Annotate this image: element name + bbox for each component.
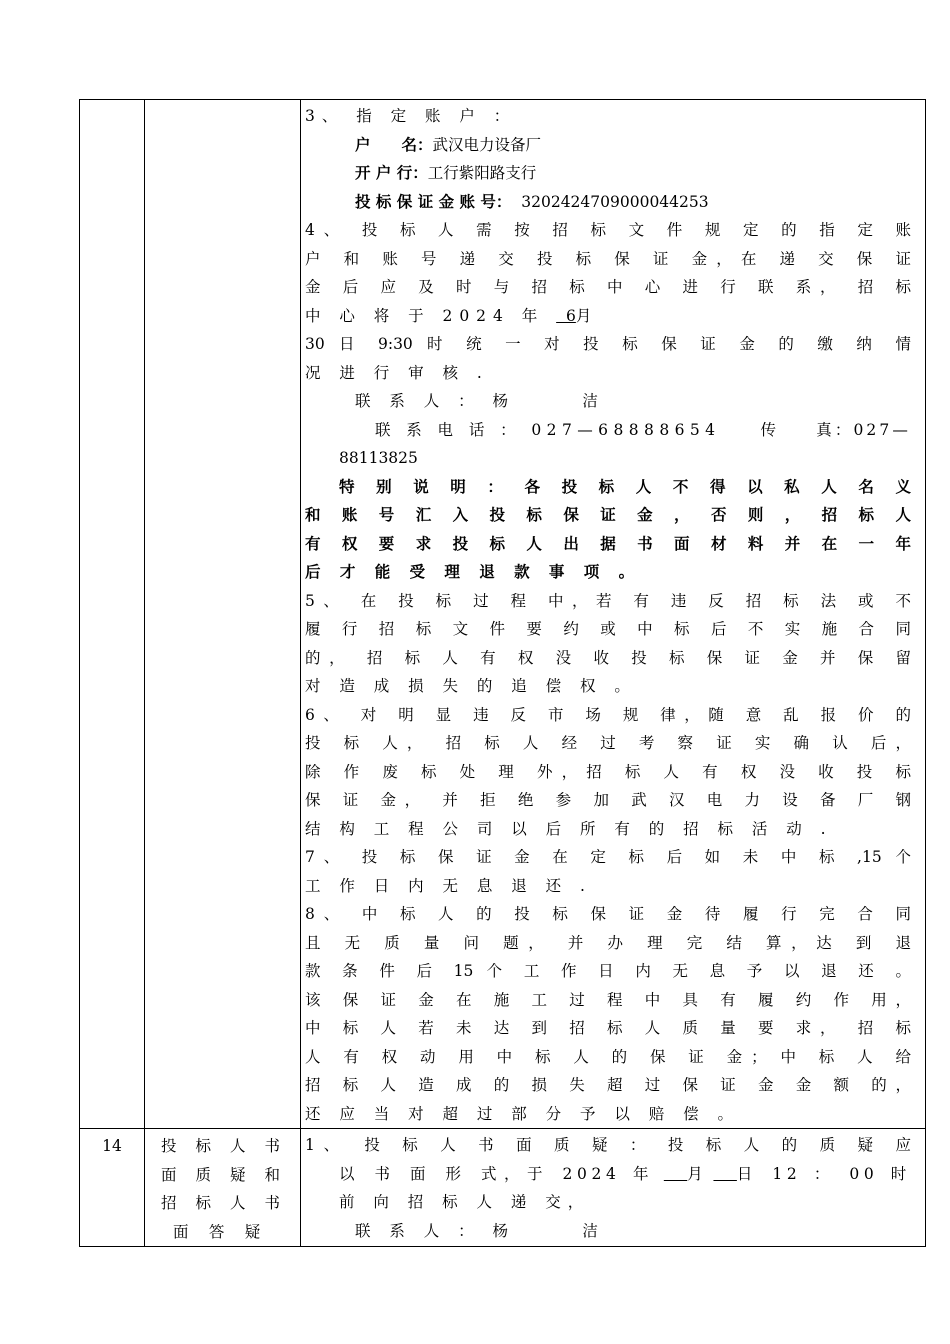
clause-5-line: 履 行 招 标 文 件 要 约 或 中 标 后 不 实 施 合 同 — [305, 620, 911, 638]
clause-6-line: 6、 对 明 显 违 反 市 场 规 律，随 意 乱 报 价 的 — [305, 705, 911, 724]
content-cell — [301, 1129, 926, 1247]
clause-5-line: 的， 招 标 人 有 权 没 收 投 标 保 证 金 并 保 留 — [305, 648, 911, 667]
clause-4-line: 况 进 行 审 核 . — [305, 363, 489, 382]
clause-6-line: 除 作 废 标 处 理 外，招 标 人 有 权 没 收 投 标 — [305, 762, 911, 781]
fax-number: 88113825 — [339, 449, 418, 467]
clause-8-line: 人 有 权 动 用 中 标 人 的 保 证 金； 中 标 人 给 — [305, 1047, 911, 1066]
clause-5-line: 5、 在 投 标 过 程 中，若 有 违 反 招 标 法 或 不 — [305, 591, 911, 610]
contact-person: 联 系 人 ： 杨 洁 — [355, 1221, 605, 1240]
clause-8-line: 该 保 证 金 在 施 工 过 程 中 具 有 履 约 作 用， — [305, 990, 911, 1009]
clause-4-date-line: 中 心 将 于 2024 年 6月 — [305, 306, 592, 325]
clause-4-line: 户 和 账 号 递 交 投 标 保 证 金，在 递 交 保 证 — [305, 249, 911, 268]
clause-8-line: 还 应 当 对 超 过 部 分 予 以 赔 偿 。 — [305, 1104, 740, 1123]
special-note-line: 后 才 能 受 理 退 款 事 项 。 — [305, 562, 642, 581]
clause-6-line: 保 证 金， 并 拒 绝 参 加 武 汉 电 力 设 备 厂 钢 — [305, 791, 911, 809]
clause-7-line: 工 作 日 内 无 息 退 还 . — [305, 876, 592, 895]
clause-8-line: 8、 中 标 人 的 投 标 保 证 金 待 履 行 完 合 同 — [305, 905, 911, 923]
month-value: 6 — [566, 306, 576, 325]
clause-8-line: 中 标 人 若 未 达 到 招 标 人 质 量 要 求， 招 标 — [305, 1019, 911, 1037]
clause-8-line: 招 标 人 造 成 的 损 失 超 过 保 证 金 金 额 的， — [305, 1076, 911, 1094]
account-number-value: 3202424709000044253 — [521, 192, 709, 211]
item-cell — [145, 100, 301, 1129]
tender-table — [79, 99, 926, 1247]
row-number: 14 — [102, 1137, 122, 1155]
bank-label: 开 户 行： — [355, 163, 428, 182]
account-name-label: 户 名： — [355, 134, 433, 154]
query-clause-line: 前 向 招 标 人 递 交， — [339, 1193, 591, 1211]
clause-4-line: 30 日 9:30 时 统 一 对 投 标 保 证 金 的 缴 纳 情 — [305, 335, 911, 353]
table-row — [80, 100, 926, 1129]
clause-6-line: 投 标 人， 招 标 人 经 过 考 察 证 实 确 认 后， — [305, 734, 911, 752]
month-blank — [664, 1165, 687, 1183]
clause-7-line: 7、 投 标 保 证 金 在 定 标 后 如 未 中 标 ,15 个 — [305, 848, 911, 866]
account-name-value: 武汉电力设备厂 — [432, 135, 542, 154]
item-label-line: 面 答 疑 — [172, 1222, 269, 1241]
item-label-line: 投 标 人 书 — [161, 1137, 280, 1155]
account-name-line — [305, 131, 911, 160]
number-cell — [80, 1129, 145, 1247]
day-blank — [713, 1165, 736, 1183]
account-number-label: 投 标 保 证 金 账 号： — [355, 191, 512, 211]
clause-4-line: 金 后 应 及 时 与 招 标 中 心 进 行 联 系， 招 标 — [305, 278, 911, 296]
query-clause-line: 1、 投 标 人 书 面 质 疑 ： 投 标 人 的 质 疑 应 — [305, 1136, 911, 1154]
contact-phone-line: 联 系 电 话 ： 027—68888654 传 真：027— — [375, 420, 911, 439]
clause-3-heading: 3、 指 定 账 户 ： — [305, 107, 517, 125]
clause-4-line: 4、 投 标 人 需 按 招 标 文 件 规 定 的 指 定 账 — [305, 221, 911, 239]
number-cell — [80, 100, 145, 1129]
content-cell — [301, 100, 926, 1129]
table-row — [80, 1129, 926, 1247]
bank-value: 工行紫阳路支行 — [427, 164, 537, 182]
fax-label: 传 真：027— — [760, 420, 911, 439]
clause-8-line: 且 无 质 量 问 题， 并 办 理 完 结 算，达 到 退 — [305, 933, 911, 952]
special-note-line: 有 权 要 求 投 标 人 出 据 书 面 材 料 并 在 一 年 — [305, 533, 911, 553]
item-label-line: 招 标 人 书 — [161, 1194, 280, 1212]
contact-person: 联 系 人 ： 杨 洁 — [355, 392, 605, 410]
item-label-line: 面 质 疑 和 — [161, 1165, 280, 1184]
clause-8-line: 款 条 件 后 15 个 工 作 日 内 无 息 予 以 退 还 。 — [305, 962, 911, 980]
special-note-line: 和 账 号 汇 入 投 标 保 证 金 ， 否 则 ， 招 标 人 — [305, 505, 911, 524]
bank-line — [305, 159, 911, 188]
special-note-line: 特 别 说 明 ： 各 投 标 人 不 得 以 私 人 名 义 — [339, 476, 911, 496]
query-clause-line: 以 书 面 形 式，于 2024 年 月 日 12 ： 00 时 — [339, 1164, 911, 1183]
clause-6-line: 结 构 工 程 公 司 以 后 所 有 的 招 标 活 动 . — [305, 819, 833, 838]
account-number-line — [305, 188, 911, 217]
item-cell — [145, 1129, 301, 1247]
clause-5-line: 对 造 成 损 失 的 追 偿 权 。 — [305, 677, 637, 695]
